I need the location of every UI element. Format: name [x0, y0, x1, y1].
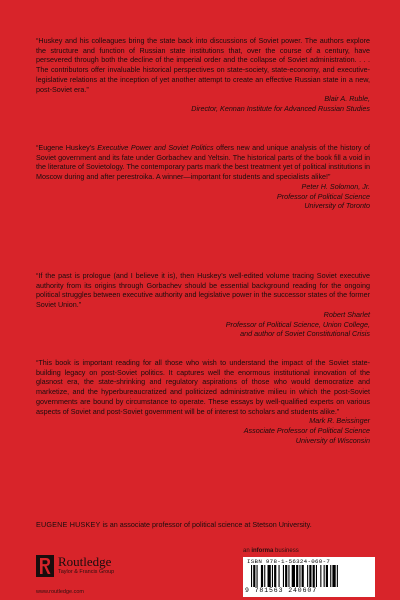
publisher-logo	[36, 555, 114, 577]
author-name: EUGENE HUSKEY	[36, 520, 101, 529]
barcode-bar	[285, 565, 287, 587]
barcode-bar	[320, 565, 321, 587]
publisher-name: Routledge	[58, 554, 112, 569]
publisher-url: www.routledge.com	[36, 589, 84, 595]
barcode-bar	[309, 565, 311, 587]
barcode-bar	[268, 565, 271, 587]
barcode-bar	[261, 565, 263, 587]
reviewer-title: Director, Kennan Institute for Advanced Russian Studies	[191, 103, 370, 113]
barcode-bar	[253, 565, 255, 587]
barcode-bar	[302, 565, 304, 587]
reviewer-name: Blair A. Ruble,	[324, 94, 370, 104]
barcode-bar	[296, 565, 298, 587]
barcode-bar	[251, 565, 252, 587]
barcode-bar	[326, 565, 328, 587]
routledge-r-icon	[36, 555, 54, 577]
author-bio-text: is an associate professor of political science at Stetson University.	[100, 520, 312, 529]
review-attribution	[36, 182, 370, 211]
barcode-bar	[279, 565, 280, 587]
barcode-bar	[257, 565, 258, 587]
barcode-bar	[307, 565, 308, 587]
barcode-number: 9 781563 240607	[245, 587, 318, 594]
reviewer-name: Mark R. Beissinger	[309, 416, 370, 426]
reviewer-affiliation: University of Toronto	[304, 201, 370, 211]
barcode-bar	[330, 565, 331, 587]
barcode-bar	[272, 565, 273, 587]
review-attribution	[36, 310, 370, 339]
barcode-bar	[283, 565, 284, 587]
barcode-bar	[313, 565, 315, 587]
review-attribution	[36, 94, 370, 113]
review-blurb-ruble	[36, 36, 370, 114]
barcode-bar	[288, 565, 289, 587]
review-text: “Huskey and his colleagues bring the state back into discussions of Soviet power. The authors explore the structure and function of Russian state institutions that, over the course of a century, have persevered through both the decline of the imperial order and the collapse of Soviet administration. . . . The contributors offer invaluable historical perspectives on state-society, state-economy, and executive-legislative relations at the inception of yet another attempt to create an effective Russian state in a new, post-Soviet era.”	[36, 36, 370, 94]
reviewer-title: Professor of Political Science, Union College,	[225, 319, 370, 329]
barcode-icon	[251, 565, 367, 587]
reviewer-title: Professor of Political Science	[276, 191, 370, 201]
review-blurb-solomon	[36, 143, 370, 211]
barcode-bar	[324, 565, 325, 587]
barcode-bar	[316, 565, 317, 587]
book-title: Executive Power and Soviet Politics	[97, 143, 214, 152]
isbn-barcode	[243, 557, 375, 597]
reviewer-affiliation: and author of Soviet Constitutional Crisis	[240, 329, 370, 339]
barcode-bar	[332, 565, 335, 587]
review-text: “If the past is prologue (and I believe it is), then Huskey’s well-edited volume tracing Soviet executive authority from its origins through Gorbachev should be essential background reading for the ongoing political struggles between executive authority and legislative power in the successor states of the former Soviet Union.”	[36, 271, 370, 310]
reviewer-name: Robert Sharlet	[323, 309, 370, 319]
barcode-bar	[292, 565, 295, 587]
publisher-group: Taylor & Francis Group	[58, 569, 115, 575]
review-text: “This book is important reading for all those who wish to understand the impact of the Soviet state-building legacy on post-Soviet politics. It captures well the enormous institutional innovation of the glasnost era, the state-shrinking and regulatory aspirations of those who would democratize and marketize, and the hyperbureaucratized and politicized administrative milieu in which the post-Soviet governments are bound by circumstance to operate. These essays by well-qualified experts on various aspects of Soviet and post-Soviet government will be of interest to scholars and students alike.”	[36, 358, 370, 416]
barcode-bar	[337, 565, 338, 587]
barcode-bar	[274, 565, 276, 587]
review-blurb-beissinger	[36, 358, 370, 445]
isbn-label: ISBN 978-1-56324-060-7	[247, 558, 331, 565]
reviewer-affiliation: University of Wisconsin	[295, 435, 370, 445]
reviewer-name: Peter H. Solomon, Jr.	[301, 181, 370, 191]
review-attribution	[36, 416, 370, 445]
review-text: “Eugene Huskey’s Executive Power and Soviet Politics offers new and unique analysis of the history of Soviet government and its fate under Gorbachev and Yeltsin. The historical parts of the book fill a void in the literature of Sovietology. The contemporary parts mark the best treatment yet of political institutions in Moscow during and after perestroika. A winner—important for students and specialists alike!”	[36, 143, 370, 182]
barcode-bar	[299, 565, 300, 587]
review-blurb-sharlet	[36, 271, 370, 339]
barcode-bar	[264, 565, 265, 587]
informa-tagline: an informa business	[243, 548, 299, 554]
author-bio	[36, 520, 370, 530]
reviewer-title: Associate Professor of Political Science	[243, 425, 370, 435]
